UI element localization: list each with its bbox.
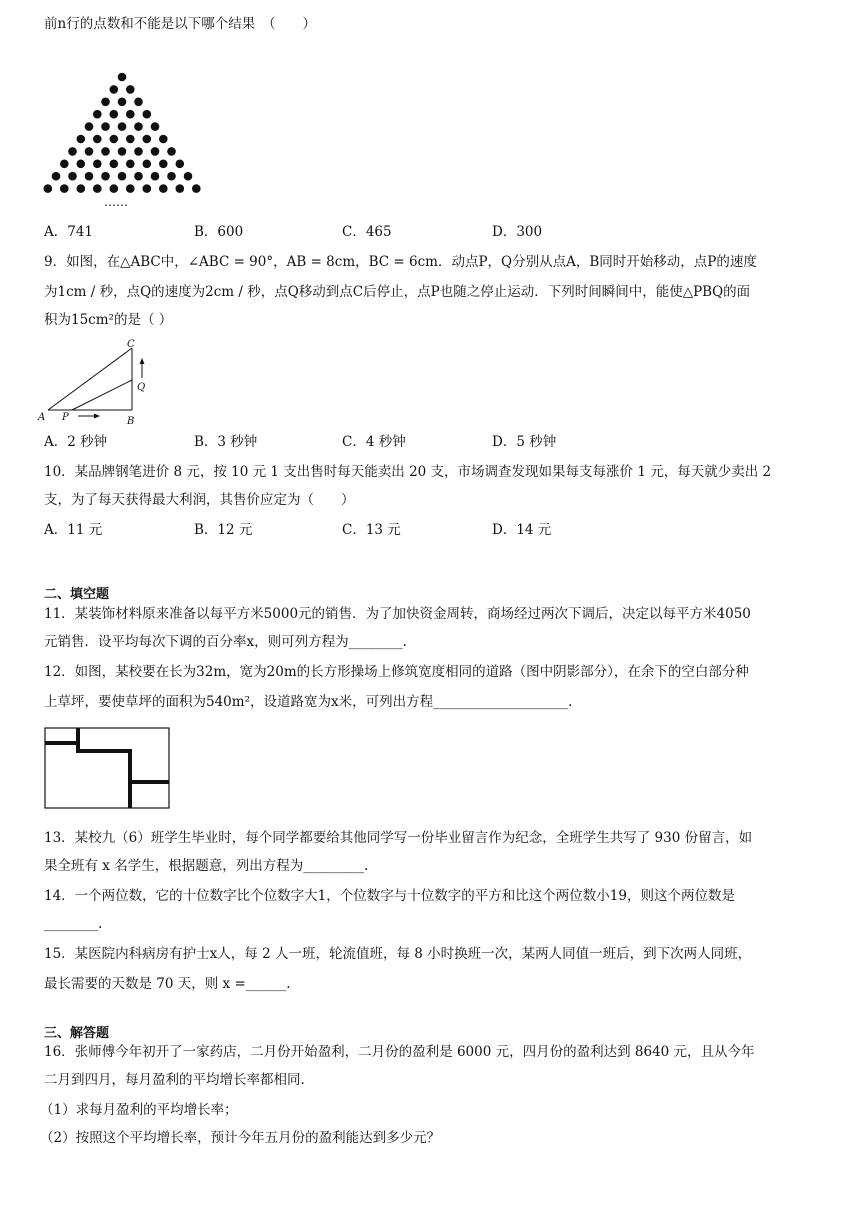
- q8-option-c: C．465: [342, 224, 392, 240]
- dot: [44, 184, 53, 193]
- dot: [60, 184, 69, 193]
- dot: [134, 98, 143, 107]
- dot: [101, 172, 110, 181]
- dot: [110, 85, 119, 94]
- q10-line-2: 支，为了每天获得最大利润，其售价应定为（ ）: [44, 492, 355, 508]
- q9-option-d: D．5 秒钟: [492, 434, 557, 450]
- q10-option-c: C．13 元: [342, 522, 401, 538]
- label-c: C: [127, 339, 135, 350]
- q12-line-1: 12．如图，某校要在长为32m，宽为20m的长方形操场上修筑宽度相同的道路（图中阴影部分），在余下的空白部分种: [44, 664, 749, 680]
- dot: [118, 73, 127, 82]
- label-a: A: [38, 412, 46, 423]
- dot: [118, 172, 127, 181]
- dot: [118, 147, 127, 156]
- label-p: P: [62, 412, 69, 423]
- segment-pq: [72, 380, 132, 410]
- dot: [118, 98, 127, 107]
- q9-option-b: B．3 秒钟: [194, 434, 258, 450]
- q14-line-2: ________.: [44, 916, 103, 932]
- q9-line-2: 为1cm / 秒，点Q的速度为2cm / 秒，点Q移动到点C后停止，点P也随之停止运动．下列时间瞬间中，能使△PBQ的面: [44, 284, 751, 300]
- dot: [159, 160, 168, 169]
- q16-part-1: （1）求每月盈利的平均增长率；: [40, 1102, 238, 1118]
- dot: [126, 85, 135, 94]
- playground-rect: [45, 728, 169, 808]
- q9-line-3: 积为15cm²的是（ ）: [44, 312, 173, 328]
- q13-line-1: 13．某校九（6）班学生毕业时，每个同学都要给其他同学写一份毕业留言作为纪念，全班学生共写了 930 份留言，如: [44, 830, 753, 846]
- dot: [176, 184, 185, 193]
- dot: [134, 147, 143, 156]
- dot: [143, 110, 152, 119]
- dot: [77, 160, 86, 169]
- q11-line-2: 元销售．设平均每次下调的百分率x，则可列方程为________.: [44, 634, 407, 650]
- dot: [151, 172, 160, 181]
- q8-option-b: B．600: [194, 224, 244, 240]
- dot: [110, 160, 119, 169]
- dot: [126, 184, 135, 193]
- dot-ellipsis: ……: [104, 195, 128, 209]
- q8-option-a: A．741: [44, 224, 94, 240]
- q10-option-b: B．12 元: [194, 522, 253, 538]
- road-path-1: [45, 743, 130, 808]
- q8-option-d: D．300: [492, 224, 543, 240]
- dot: [77, 184, 86, 193]
- dot: [77, 135, 86, 144]
- dot: [151, 147, 160, 156]
- section-answer-title: 三、解答题: [44, 1026, 110, 1041]
- dot: [126, 160, 135, 169]
- dot: [93, 135, 102, 144]
- q12-line-2: 上草坪，要使草坪的面积为540m²，设道路宽为x米，可列出方程____________________.: [44, 694, 573, 710]
- dot: [134, 172, 143, 181]
- dot: [93, 110, 102, 119]
- label-q: Q: [137, 382, 146, 393]
- dot: [184, 172, 193, 181]
- dot: [167, 147, 176, 156]
- q9-line-1: 9．如图，在△ABC中，∠ABC = 90°，AB = 8cm，BC = 6cm．动点P，Q分别从点A，B同时开始移动，点P的速度: [44, 254, 757, 270]
- dot: [118, 122, 127, 131]
- q8-stem: 前n行的点数和不能是以下哪个结果 （ ）: [44, 16, 316, 32]
- dot: [52, 172, 61, 181]
- triangle-abc-figure: [36, 338, 166, 428]
- dot: [110, 110, 119, 119]
- dot: [143, 184, 152, 193]
- dot: [151, 122, 160, 131]
- q13-line-2: 果全班有 x 名学生，根据题意，列出方程为_________.: [44, 858, 369, 874]
- dot: [85, 172, 94, 181]
- q16-line-1: 16．张师傅今年初开了一家药店，二月份开始盈利，二月份的盈利是 6000 元，四月份的盈利达到 8640 元，且从今年: [44, 1044, 755, 1060]
- q16-part-2: （2）按照这个平均增长率，预计今年五月份的盈利能达到多少元？: [40, 1130, 441, 1146]
- dot: [159, 184, 168, 193]
- dot-triangle: [44, 73, 201, 193]
- q15-line-2: 最长需要的天数是 70 天，则 x =______.: [44, 976, 291, 992]
- dot: [85, 122, 94, 131]
- dot-triangle-figure: [40, 68, 210, 210]
- q11-line-1: 11．某装饰材料原来准备以每平方米5000元的销售．为了加快资金周转，商场经过两次下调后，决定以每平方米4050: [44, 606, 751, 622]
- dot: [101, 122, 110, 131]
- dot: [101, 147, 110, 156]
- q9-option-c: C．4 秒钟: [342, 434, 406, 450]
- dot: [93, 160, 102, 169]
- dot: [167, 172, 176, 181]
- q10-option-a: A．11 元: [44, 522, 103, 538]
- q16-line-2: 二月到四月，每月盈利的平均增长率都相同.: [44, 1072, 305, 1088]
- dot: [126, 110, 135, 119]
- dot: [68, 172, 77, 181]
- q9-option-a: A．2 秒钟: [44, 434, 108, 450]
- dot: [126, 135, 135, 144]
- playground-road-figure: [40, 724, 174, 812]
- dot: [93, 184, 102, 193]
- dot: [68, 147, 77, 156]
- dot: [60, 160, 69, 169]
- dot: [159, 135, 168, 144]
- dot: [134, 122, 143, 131]
- dot: [143, 160, 152, 169]
- dot: [143, 135, 152, 144]
- dot: [176, 160, 185, 169]
- dot: [110, 135, 119, 144]
- dot: [85, 147, 94, 156]
- dot: [110, 184, 119, 193]
- dot: [101, 98, 110, 107]
- arrow-q-head: [140, 358, 145, 364]
- q15-line-1: 15．某医院内科病房有护士x人，每 2 人一班，轮流值班，每 8 小时换班一次，某两人同值一班后，到下次两人同班，: [44, 946, 752, 962]
- label-b: B: [127, 416, 135, 427]
- section-fill-in-title: 二、填空题: [44, 587, 110, 602]
- q10-line-1: 10．某品牌钢笔进价 8 元，按 10 元 1 支出售时每天能卖出 20 支，市场调查发现如果每支每涨价 1 元，每天就少卖出 2: [44, 464, 772, 480]
- q10-option-d: D．14 元: [492, 522, 552, 538]
- dot: [192, 184, 201, 193]
- arrow-p-head: [94, 414, 100, 419]
- q14-line-1: 14．一个两位数，它的十位数字比个位数字大1，个位数字与十位数字的平方和比这个两位数小19，则这个两位数是: [44, 888, 735, 904]
